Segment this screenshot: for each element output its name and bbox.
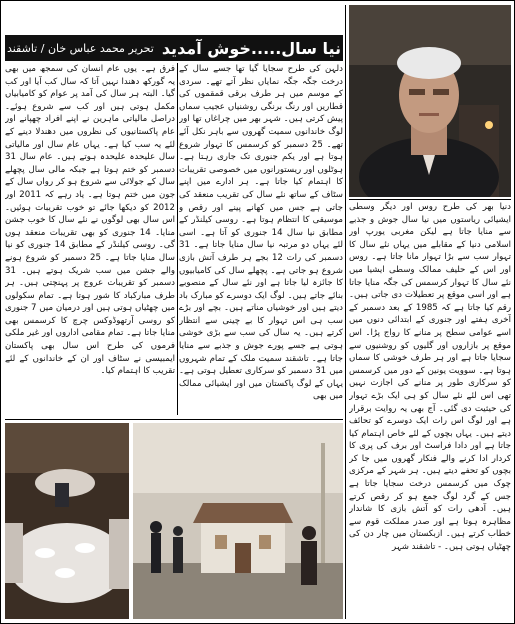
article-text-middle: دلہن کی طرح سجایا گیا تھا جسے سال کے درخت جگہ جگہ نمایاں نظر آتے تھے۔ سردی کے موسم میں ہر طرف برقی قمقموں کی قطاریں اور رنگ برنگی روشنیاں عجیب سماں پیش کرتی ہیں۔ شہر بھر میں چراغاں تھا اور لوگ خاندانوں سمیت گھروں سے باہر نکل آئے تھے۔ 25 دسمبر کو کرسمس کا تہوار شروع ہوتا ہے اور یکم جنوری تک جاری رہتا ہے۔ ہوٹلوں اور ریستورانوں میں خصوصی تقریبات کا اہتمام کیا جاتا ہے۔ ہر ادارے میں اپنے سٹاف کے ساتھ نئے سال کی تقریب منعقد کی جاتی ہے جس میں کھانے پینے اور رقص و موسیقی کا انتظام ہوتا ہے۔ روسی کیلنڈر کے مطابق نیا سال 14 جنوری کو آتا ہے۔ اسی لئے یہاں دو مرتبہ نیا سال منایا جاتا ہے۔ 31 دسمبر کی رات 12 بجے ہر طرف آتش بازی شروع ہو جاتی ہے۔ پچھلے سال کی کامیابیوں کا جائزہ لیا جاتا ہے اور نئے سال کے منصوبے بنائے جاتے ہیں۔ لوگ ایک دوسرے کو مبارک باد دیتے ہیں اور خوشیاں مناتے ہیں۔ بچے اور بڑے سب ہی اس تہوار کا بے چینی سے انتظار کرتے ہیں۔ یہ سال کی سب سے بڑی خوشی ہوتی ہے جسے پورے جوش و جذبے سے منایا جاتا ہے۔ تاشقند سمیت ملک کے تمام شہروں میں 31 دسمبر کو سرکاری تعطیل ہوتی ہے۔ یہاں کے لوگ پاکستان میں اور ایشیائی ممالک میں بھی (179, 64, 343, 402)
section-divider (349, 199, 511, 200)
author-portrait-photo (349, 5, 511, 197)
column-divider (345, 5, 346, 619)
column-divider (177, 63, 178, 415)
article-headline-banner (5, 35, 343, 61)
article-column-right (349, 201, 511, 619)
article-text-right: دنیا بھر کی طرح روس اور دیگر وسطی ایشیائی ریاستوں میں نیا سال جوش و جذبے سے منایا جاتا ہے لیکن مغربی یورپ اور اسلامی دنیا کے مقابلے میں یہاں نئے سال کا تہوار سب سے بڑا تہوار مانا جاتا ہے۔ روس اور اس کے حلیف ممالک وسطی ایشیا میں نئے سال کا تہوار کرسمس کی جگہ منایا جاتا ہے اور اسی موقع پر تعطیلات دی جاتی ہیں۔ رقم کیا جاتا ہے کہ 1985 کے بعد دسمبر کے آخری ہفتے اور جنوری کے ابتدائی دنوں میں اسے عوامی سطح پر منانے کا رواج پڑا۔ اس موقع پر بازاروں اور گلیوں کو روشنیوں سے سجایا جاتا ہے اور ہر طرف خوشی کا سماں ہوتا ہے۔ سوویت یونین کے دور میں کرسمس کو سرکاری طور پر منانے کی اجازت نہیں تھی اس لئے نئے سال کو ہی ایک بڑے تہوار کی حیثیت دی گئی۔ آج بھی یہ روایت برقرار ہے اور لوگ اس رات ایک دوسرے کو تحائف دیتے ہیں۔ یہاں بچوں کے لئے خاص اہتمام کیا جاتا ہے اور دادا فراسٹ اور برف کی پری کا کردار ادا کرنے والے فنکار گھروں میں جا کر بچوں کو تحفے دیتے ہیں۔ ہر شہر کے مرکزی چوک میں کرسمس درخت سجایا جاتا ہے جس کے گرد لوگ جمع ہو کر رقص کرتے ہیں۔ آدھی رات کو آتش بازی کا شاندار مظاہرہ ہوتا ہے اور صدر مملکت قوم سے خطاب کرتے ہیں۔ ازبکستان میں چار دن کی چھٹیاں ہوتی ہیں۔ - تاشقند شہر (349, 202, 511, 553)
article-text-left: فرق ہے۔ یوں عام انسان کی سمجھ میں بھی یہ گورکھ دھندا نہیں آتا کہ سال کب آیا اور کب گیا۔ البتہ ہر سال کی آمد پر عوام کو کامیابیاں مکمل ہوتی ہیں اور کب سے شروع ہوئے۔ دراصل مالیاتی ماہرین نے اپنے افراد چھپانے اور عام پاکستانیوں کی نظروں میں دھندلا دینے کے لئے یہ سب کیا ہے۔ یہاں عام سال اور مالیاتی سال علیحدہ علیحدہ ہوتے ہیں۔ عام سال 31 دسمبر کو ختم ہوتا ہے جبکہ مالی سال پچھلے سال کے جولائی سے شروع ہو کر رواں سال کے جون میں ختم ہوتا ہے۔ یاد رہے کہ 2011 اور 2012 کو دیکھا جائے تو خوب تقریبات ہوئیں۔ اس سال بھی لوگوں نے نئے سال کا خوب جشن منایا۔ 14 جنوری کو بھی تقریبات منعقد ہوں گی۔ روسی کیلنڈر کے مطابق 14 جنوری کو نیا سال منایا جاتا ہے۔ 25 دسمبر کو شروع ہونے والے جشن میں سب شریک ہوتے ہیں۔ 31 دسمبر کو تقریبات عروج پر پہنچتی ہیں۔ ہر طرف مبارکباد کا شور ہوتا ہے۔ تمام سکولوں میں چھٹیاں ہوتی ہیں اور درمیان میں 7 جنوری کو روسی آرتھوڈوکس چرچ کا کرسمس بھی منایا جاتا ہے۔ تمام مقامی اداروں اور غیر ملکی فرموں کی طرح اس سال بھی پاکستان ایمبیسی نے سٹاف اور ان کے خاندانوں کے لئے تقریب کا اہتمام کیا۔ (5, 64, 175, 377)
section-divider (5, 419, 343, 420)
article-column-left (5, 63, 175, 415)
headline-byline: تحریر محمد عباس خان / تاشقند (6, 41, 154, 55)
headline-title: نیا سال.....خوش آمدید (161, 38, 342, 58)
banquet-table-photo (5, 423, 129, 619)
new-year-hall-photo (133, 423, 343, 619)
article-column-middle (179, 63, 343, 415)
